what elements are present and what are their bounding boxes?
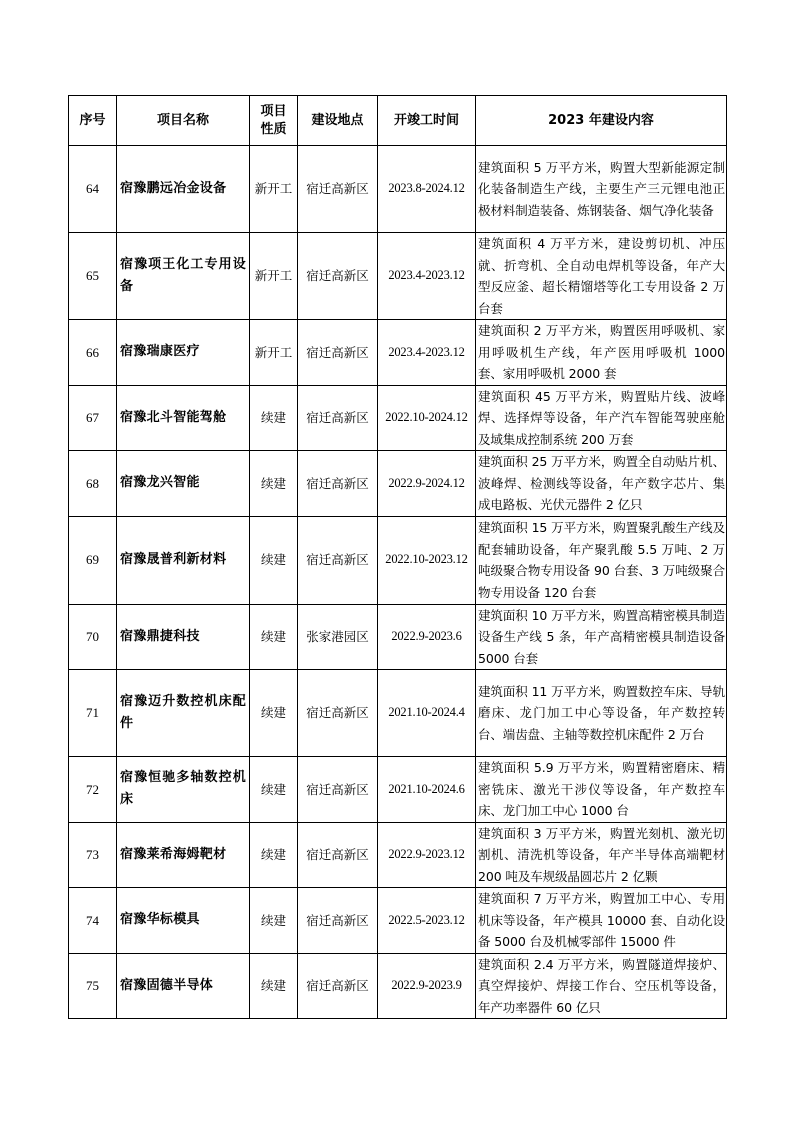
row-content: 建筑面积 25 万平方米，购置全自动贴片机、波峰焊、检测线等设备，年产数字芯片、集成电路板、光伏元器件 2 亿只 [476, 451, 727, 517]
row-time: 2022.10-2024.12 [378, 385, 476, 451]
row-index: 69 [69, 516, 117, 604]
row-project-name: 宿豫项王化工专用设备 [117, 233, 250, 320]
row-index: 66 [69, 320, 117, 386]
row-time: 2022.10-2023.12 [378, 516, 476, 604]
row-content: 建筑面积 3 万平方米，购置光刻机、激光切割机、清洗机等设备，年产半导体高端靶材 200 吨及车规级晶圆芯片 2 亿颗 [476, 822, 727, 888]
row-location: 宿迁高新区 [298, 516, 378, 604]
row-index: 74 [69, 888, 117, 954]
row-project-type: 续建 [250, 516, 298, 604]
table-row [69, 451, 727, 517]
row-time: 2022.5-2023.12 [378, 888, 476, 954]
header-project-name: 项目名称 [117, 96, 250, 146]
row-time: 2021.10-2024.6 [378, 757, 476, 823]
row-content: 建筑面积 5.9 万平方米，购置精密磨床、精密铣床、激光干涉仪等设备，年产数控车床、龙门加工中心 1000 台 [476, 757, 727, 823]
row-index: 72 [69, 757, 117, 823]
row-project-name: 宿豫鹏远冶金设备 [117, 146, 250, 233]
row-index: 67 [69, 385, 117, 451]
row-location: 宿迁高新区 [298, 451, 378, 517]
row-project-type: 续建 [250, 822, 298, 888]
row-index: 71 [69, 670, 117, 757]
row-location: 宿迁高新区 [298, 757, 378, 823]
row-project-type: 新开工 [250, 146, 298, 233]
row-index: 68 [69, 451, 117, 517]
row-project-name: 宿豫莱希海姆靶材 [117, 822, 250, 888]
row-project-type: 新开工 [250, 233, 298, 320]
row-location: 宿迁高新区 [298, 822, 378, 888]
row-content: 建筑面积 4 万平方米，建设剪切机、冲压就、折弯机、全自动电焊机等设备，年产大型反应釜、超长精馏塔等化工专用设备 2 万台套 [476, 233, 727, 320]
table-row [69, 670, 727, 757]
row-project-type: 续建 [250, 451, 298, 517]
project-table [68, 95, 727, 1019]
row-project-name: 宿豫鼎捷科技 [117, 604, 250, 670]
row-project-type: 续建 [250, 604, 298, 670]
table-row [69, 604, 727, 670]
row-project-name: 宿豫龙兴智能 [117, 451, 250, 517]
header-index: 序号 [69, 96, 117, 146]
row-time: 2021.10-2024.4 [378, 670, 476, 757]
table-row [69, 233, 727, 320]
table-row [69, 822, 727, 888]
table-header-row [69, 96, 727, 146]
row-index: 73 [69, 822, 117, 888]
row-project-name: 宿豫晟普利新材料 [117, 516, 250, 604]
row-location: 宿迁高新区 [298, 888, 378, 954]
row-content: 建筑面积 10 万平方米，购置高精密模具制造设备生产线 5 条，年产高精密模具制造设备 5000 台套 [476, 604, 727, 670]
row-time: 2023.4-2023.12 [378, 320, 476, 386]
row-project-name: 宿豫华标模具 [117, 888, 250, 954]
table-row [69, 320, 727, 386]
table-row [69, 953, 727, 1019]
row-project-name: 宿豫瑞康医疗 [117, 320, 250, 386]
row-location: 宿迁高新区 [298, 953, 378, 1019]
row-index: 75 [69, 953, 117, 1019]
row-project-type: 新开工 [250, 320, 298, 386]
row-project-name: 宿豫北斗智能驾舱 [117, 385, 250, 451]
row-location: 宿迁高新区 [298, 670, 378, 757]
row-time: 2022.9-2023.9 [378, 953, 476, 1019]
row-time: 2023.8-2024.12 [378, 146, 476, 233]
row-index: 70 [69, 604, 117, 670]
row-project-name: 宿豫固德半导体 [117, 953, 250, 1019]
row-location: 张家港园区 [298, 604, 378, 670]
row-location: 宿迁高新区 [298, 320, 378, 386]
row-location: 宿迁高新区 [298, 385, 378, 451]
table-row [69, 888, 727, 954]
row-content: 建筑面积 7 万平方米，购置加工中心、专用机床等设备，年产模具 10000 套、自动化设备 5000 台及机械零部件 15000 件 [476, 888, 727, 954]
header-location: 建设地点 [298, 96, 378, 146]
row-content: 建筑面积 15 万平方米，购置聚乳酸生产线及配套辅助设备，年产聚乳酸 5.5 万吨、2 万吨级聚合物专用设备 90 台套、3 万吨级聚合物专用设备 120 台套 [476, 516, 727, 604]
row-location: 宿迁高新区 [298, 146, 378, 233]
row-project-type: 续建 [250, 953, 298, 1019]
row-project-type: 续建 [250, 670, 298, 757]
table-row [69, 146, 727, 233]
row-content: 建筑面积 2.4 万平方米，购置隧道焊接炉、真空焊接炉、焊接工作台、空压机等设备，年产功率器件 60 亿只 [476, 953, 727, 1019]
row-project-name: 宿豫迈升数控机床配件 [117, 670, 250, 757]
row-project-type: 续建 [250, 757, 298, 823]
row-time: 2022.9-2023.6 [378, 604, 476, 670]
table-row [69, 516, 727, 604]
row-index: 64 [69, 146, 117, 233]
row-time: 2022.9-2024.12 [378, 451, 476, 517]
row-index: 65 [69, 233, 117, 320]
row-location: 宿迁高新区 [298, 233, 378, 320]
row-content: 建筑面积 11 万平方米，购置数控车床、导轨磨床、龙门加工中心等设备，年产数控转台、端齿盘、主轴等数控机床配件 2 万台 [476, 670, 727, 757]
header-content: 2023 年建设内容 [476, 96, 727, 146]
row-content: 建筑面积 5 万平方米，购置大型新能源定制化装备制造生产线，主要生产三元锂电池正极材料制造装备、炼钢装备、烟气净化装备 [476, 146, 727, 233]
row-time: 2022.9-2023.12 [378, 822, 476, 888]
row-project-type: 续建 [250, 385, 298, 451]
table-row [69, 385, 727, 451]
row-content: 建筑面积 45 万平方米，购置贴片线、波峰焊、选择焊等设备，年产汽车智能驾驶座舱及域集成控制系统 200 万套 [476, 385, 727, 451]
table-row [69, 757, 727, 823]
row-project-type: 续建 [250, 888, 298, 954]
row-project-name: 宿豫恒驰多轴数控机床 [117, 757, 250, 823]
row-content: 建筑面积 2 万平方米，购置医用呼吸机、家用呼吸机生产线，年产医用呼吸机 1000 套、家用呼吸机 2000 套 [476, 320, 727, 386]
header-project-type: 项目 性质 [250, 96, 298, 146]
header-time: 开竣工时间 [378, 96, 476, 146]
row-time: 2023.4-2023.12 [378, 233, 476, 320]
